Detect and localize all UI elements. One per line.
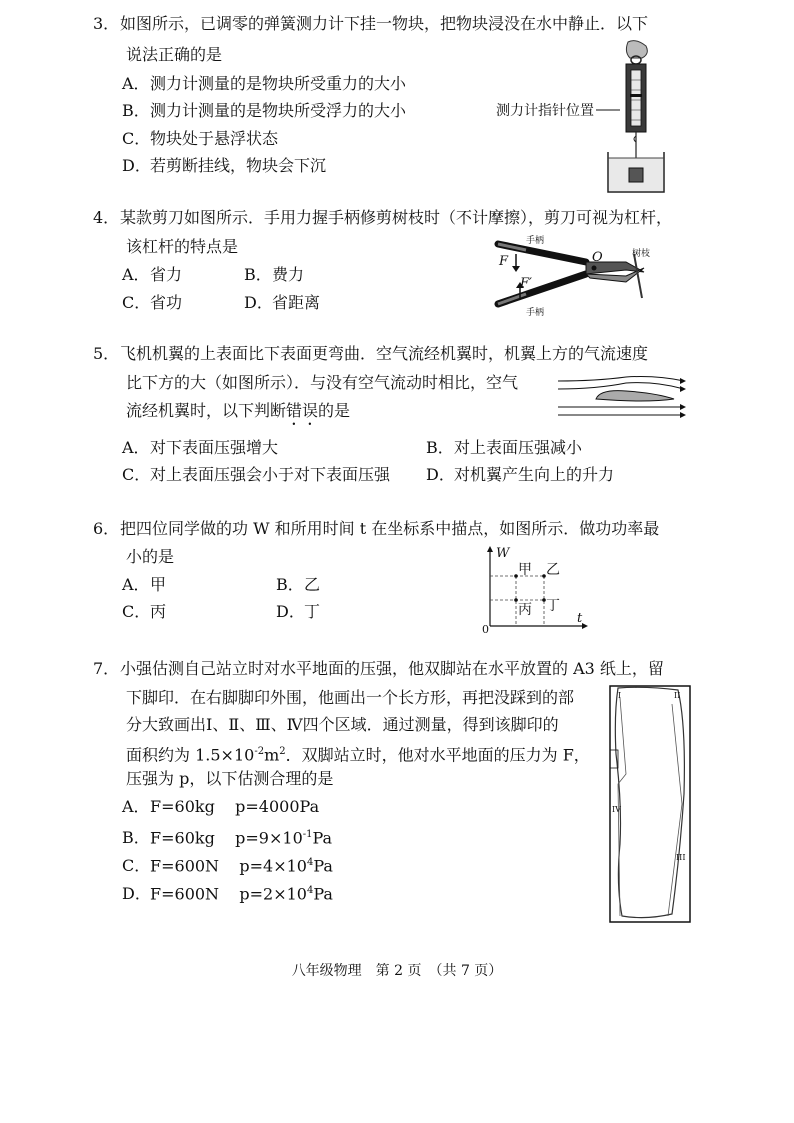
option-d[interactable]: D．对机翼产生向上的升力 [426, 465, 615, 484]
region-iv-label: IV [612, 805, 621, 814]
option-c[interactable]: C．物块处于悬浮状态 [122, 129, 279, 148]
pointer-leader-line [596, 105, 620, 115]
question-text: 面积约为 $1.5\times 10^{-2}m^2$．双脚站立时，他对水平地面的压力为 F， [126, 745, 590, 765]
option-a[interactable]: A．省力 [122, 265, 183, 284]
airfoil-flow-figure [556, 373, 696, 419]
spring-scale-figure [600, 40, 670, 195]
question-number: 4． [93, 208, 120, 227]
question-text: 分大致画出Ⅰ、Ⅱ、Ⅲ、Ⅳ四个区域．通过测量，得到该脚印的 [126, 715, 559, 734]
handle-top-label: 手柄 [526, 236, 545, 246]
region-iii-label: III [676, 853, 686, 862]
branch-label: 树枝 [632, 249, 651, 259]
force-f-prime-label: F′ [520, 276, 532, 291]
option-a[interactable]: A．测力计测量的是物块所受重力的大小 [122, 74, 407, 93]
handle-bottom-label: 手柄 [526, 308, 545, 318]
option-b[interactable]: B．对上表面压强减小 [426, 438, 583, 457]
option-c[interactable]: C．F=600N $p=4\times 10^4Pa$ [122, 856, 333, 876]
question-number: 5． [93, 344, 120, 363]
question-number: 7． [93, 659, 120, 678]
option-d[interactable]: D．F=600N $p=2\times 10^4Pa$ [122, 884, 333, 904]
option-d[interactable]: D．省距离 [244, 293, 321, 312]
work-time-graph [478, 544, 590, 636]
pivot-label: O [592, 250, 603, 265]
option-c[interactable]: C．对上表面压强会小于对下表面压强 [122, 465, 391, 484]
option-b[interactable]: B．乙 [276, 575, 321, 594]
region-ii-label: II [674, 691, 681, 700]
question-text: 如图所示，已调零的弹簧测力计下挂一物块，把物块浸没在水中静止．以下 [120, 14, 649, 33]
question-text: 把四位同学做的功 W 和所用时间 t 在坐标系中描点，如图所示．做功功率最 [120, 519, 660, 538]
option-b[interactable]: B．费力 [244, 265, 305, 284]
x-axis-label: t [577, 611, 583, 626]
option-c[interactable]: C．丙 [122, 602, 167, 621]
question-text: 说法正确的是 [126, 45, 223, 64]
origin-label: 0 [482, 623, 489, 636]
option-b[interactable]: B．F=60kg $p=9\times 10^{-1}Pa$ [122, 828, 333, 848]
point-yi-label: 乙 [546, 562, 560, 578]
question-text: 该杠杆的特点是 [126, 237, 239, 256]
scissors-figure [486, 232, 666, 318]
question-number: 6． [93, 519, 120, 538]
spring-scale-pointer-label: 测力计指针位置 [496, 103, 594, 119]
point-jia-label: 甲 [518, 562, 532, 578]
point-bing-label: 丙 [518, 602, 532, 618]
question-text: 压强为 p，以下估测合理的是 [126, 769, 334, 788]
footprint-figure [606, 684, 694, 924]
option-a[interactable]: A．甲 [122, 575, 167, 594]
option-a[interactable]: A．F=60kg p=4000Pa [122, 797, 320, 816]
option-a[interactable]: A．对下表面压强增大 [122, 438, 279, 457]
option-c[interactable]: C．省功 [122, 293, 183, 312]
option-d[interactable]: D．丁 [276, 602, 321, 621]
question-text: 比下方的大（如图所示）．与没有空气流动时相比，空气 [126, 373, 519, 392]
point-ding-label: 丁 [546, 598, 560, 614]
question-text: 流经机翼时，以下判断错误的是 [126, 401, 351, 420]
page-footer: 八年级物理 第 2 页 （共 7 页） [291, 963, 503, 979]
force-f-label: F [499, 254, 509, 269]
question-text: 小强估测自己站立时对水平地面的压强，他双脚站在水平放置的 A3 纸上，留 [120, 659, 664, 678]
region-i-label: I [618, 691, 622, 700]
emphasis-wrong: 错误 [286, 401, 319, 420]
question-text: 某款剪刀如图所示．手用力握手柄修剪树枝时（不计摩擦），剪刀可视为杠杆， [120, 208, 673, 227]
y-axis-label: W [496, 546, 510, 561]
question-text: 下脚印．在右脚脚印外围，他画出一个长方形，再把没踩到的部 [126, 688, 575, 707]
question-number: 3． [93, 14, 120, 33]
option-b[interactable]: B．测力计测量的是物块所受浮力的大小 [122, 101, 407, 120]
option-d[interactable]: D．若剪断挂线，物块会下沉 [122, 156, 327, 175]
question-text: 小的是 [126, 547, 175, 566]
question-text: 飞机机翼的上表面比下表面更弯曲．空气流经机翼时，机翼上方的气流速度 [120, 344, 649, 363]
